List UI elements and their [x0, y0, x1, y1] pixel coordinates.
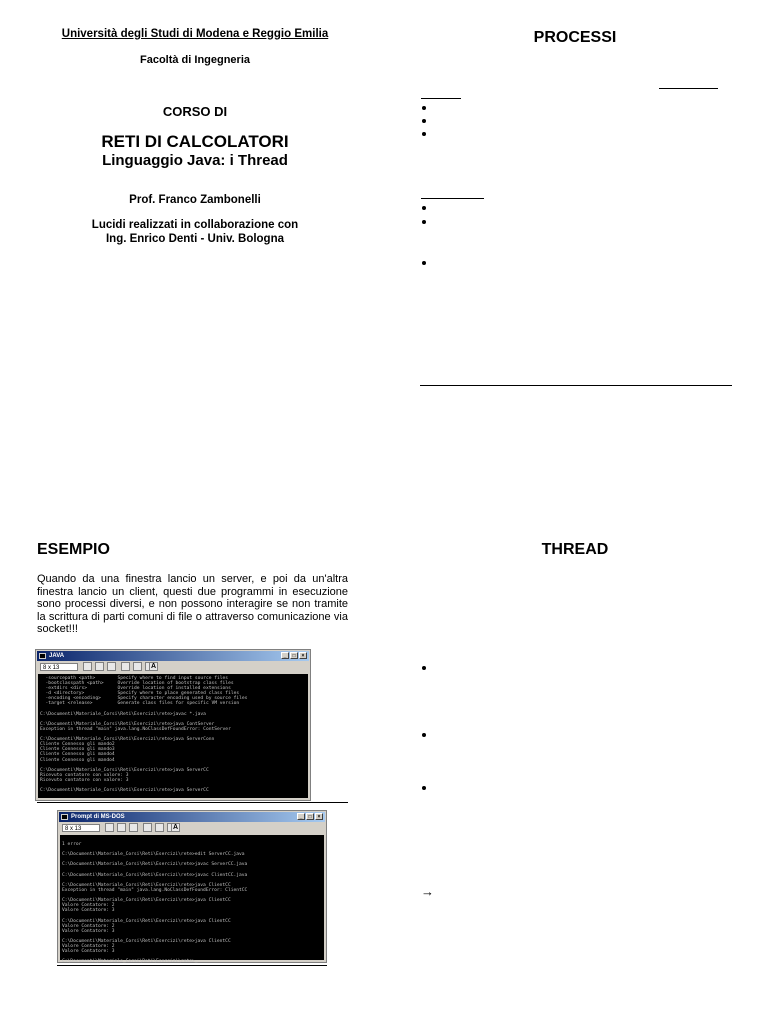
console-line: C:\Documenti\Materiale_Corsi\Reti\Esercizi\rete>java ServerConn: [40, 737, 215, 743]
example-paragraph: Quando da una finestra lancio un server, e poi da un'altra finestra lancio un client, questi due programmi in esecuzione sono processi diversi, e non possono interagire se non tramite la scrittura di parti comuni di file o attraverso comunicazione via socket!!!: [37, 573, 348, 635]
paste-icon[interactable]: [129, 823, 138, 832]
credits-line-1: Lucidi realizzati in collaborazione con: [91, 219, 299, 231]
course-subtitle: Linguaggio Java: i Thread: [102, 152, 288, 169]
bullet-point: [422, 733, 426, 737]
bullet-point: [422, 106, 426, 110]
bullet-point: [422, 206, 426, 210]
maximize-button[interactable]: □: [290, 652, 298, 659]
console-line: C:\Documenti\Materiale_Corsi\Reti\Esercizi\rete>java ClientCC: [62, 918, 231, 924]
fullscreen-icon[interactable]: [143, 823, 152, 832]
properties-icon[interactable]: [133, 662, 142, 671]
console-line: Exception in thread "main" java.lang.NoClassDefFoundError: ContServer: [40, 726, 231, 732]
slide-title-thread: THREAD: [541, 541, 609, 558]
console-line: -encoding <encoding> Specify character encoding used by source files: [40, 696, 248, 702]
console-line: Valore Contatore: 3: [62, 949, 115, 955]
slide-title-processi: PROCESSI: [533, 29, 617, 46]
console-line: Exception in thread "main" java.lang.NoClassDefFoundError: ClientCC: [62, 887, 248, 893]
console-line: Cliente Connesso gli mando3: [40, 747, 115, 753]
console-line: Valore Contatore: 3: [62, 928, 115, 934]
window-title: Prompt di MS-DOS: [71, 814, 125, 820]
university-name: Università degli Studi di Modena e Reggio Emilia: [61, 28, 329, 40]
console-line: C:\Documenti\Materiale_Corsi\Reti\Esercizi\rete>edit ServerCC.java: [62, 852, 245, 858]
bullet-point: [422, 786, 426, 790]
console-line: C:\Documenti\Materiale_Corsi\Reti\Esercizi\rete>java ServerCC: [40, 767, 209, 773]
window-title: JAVA: [49, 653, 65, 659]
slide-title-esempio: ESEMPIO: [37, 541, 110, 558]
console-line: C:\Documenti\Materiale_Corsi\Reti\Esercizi\rete>java ServerCC: [40, 788, 209, 794]
console-line: C:\Documenti\Materiale_Corsi\Reti\Esercizi\rete>javac *.java: [40, 711, 206, 717]
window-toolbar: [59, 822, 325, 834]
bullet-point: [422, 132, 426, 136]
arrow-icon: →: [421, 884, 434, 899]
console-output: [38, 674, 308, 798]
underline-fragment: [421, 198, 484, 199]
msdos-console-window: [57, 810, 327, 963]
bullet-point: [422, 666, 426, 670]
console-line: C:\Documenti\Materiale_Corsi\Reti\Esercizi\rete>javac ServerCC.java: [62, 862, 248, 868]
font-size-select[interactable]: 8 x 13: [62, 824, 100, 832]
professor-name: Prof. Franco Zambonelli: [129, 194, 261, 206]
bullet-point: [422, 261, 426, 265]
slide-divider: [57, 965, 327, 966]
properties-icon[interactable]: [155, 823, 164, 832]
close-button[interactable]: ×: [315, 813, 323, 820]
console-line: -d <directory> Specify where to place generated class files: [40, 691, 240, 697]
console-line: C:\Documenti\Materiale_Corsi\Reti\Esercizi\rete>java ClientCC: [62, 882, 231, 888]
console-line: Valore Contatore: 2: [62, 943, 115, 949]
console-line: Ricevuto contatore con valore: 3: [40, 777, 129, 783]
course-title: RETI DI CALCOLATORI: [101, 132, 289, 151]
font-icon[interactable]: A: [150, 663, 157, 670]
console-line: Cliente Connesso gli mando2: [40, 742, 115, 748]
bullet-point: [422, 220, 426, 224]
font-size-select[interactable]: 8 x 13: [40, 663, 78, 671]
console-line: -sourcepath <path> Specify where to find input source files: [40, 676, 229, 681]
console-line: Ricevuto contatore con valore: 3: [40, 772, 129, 778]
window-titlebar: [59, 812, 325, 822]
console-line: -target <release> Generate class files for specific VM version: [40, 701, 240, 707]
console-line: 1 error: [62, 842, 82, 848]
console-line: C:\Documenti\Materiale_Corsi\Reti\Esercizi\rete>java ClientCC: [62, 938, 231, 944]
minimize-button[interactable]: _: [297, 813, 305, 820]
window-titlebar: [37, 651, 309, 661]
paste-icon[interactable]: [107, 662, 116, 671]
console-line: C:\Documenti\Materiale_Corsi\Reti\Esercizi\rete>java ClientCC: [62, 898, 231, 904]
underline-fragment: [421, 98, 461, 99]
console-icon: [61, 814, 68, 820]
console-line: Cliente Connesso gli mando4: [40, 752, 115, 758]
console-output: [60, 835, 324, 965]
console-line: -bootclasspath <path> Override location of bootstrap class files: [40, 681, 234, 687]
console-line: -extdirs <dirs> Override location of installed extensions: [40, 686, 231, 692]
console-line: C:\Documenti\Materiale_Corsi\Reti\Esercizi\rete>_: [62, 959, 198, 965]
console-line: C:\Documenti\Materiale_Corsi\Reti\Esercizi\rete>javac ClientCC.java: [62, 872, 248, 878]
window-toolbar: [37, 661, 309, 673]
copy-icon[interactable]: [95, 662, 104, 671]
credits-line-2: Ing. Enrico Denti - Univ. Bologna: [105, 233, 285, 245]
console-icon: [39, 653, 46, 659]
slide-divider: [420, 385, 732, 386]
console-line: C:\Documenti\Materiale_Corsi\Reti\Esercizi\rete>java ContServer: [40, 721, 215, 727]
console-line: Valore Contatore: 3: [62, 908, 115, 914]
minimize-button[interactable]: _: [281, 652, 289, 659]
maximize-button[interactable]: □: [306, 813, 314, 820]
faculty-name: Facoltà di Ingegneria: [139, 54, 251, 66]
bullet-point: [422, 119, 426, 123]
close-button[interactable]: ×: [299, 652, 307, 659]
console-line: Valore Contatore: 2: [62, 903, 115, 909]
mark-icon[interactable]: [83, 662, 92, 671]
console-line: Valore Contatore: 2: [62, 923, 115, 929]
copy-icon[interactable]: [117, 823, 126, 832]
slide-divider: [37, 802, 348, 803]
course-label: CORSO DI: [162, 104, 228, 119]
fullscreen-icon[interactable]: [121, 662, 130, 671]
mark-icon[interactable]: [105, 823, 114, 832]
java-console-window: [35, 649, 311, 801]
console-line: Cliente Connesso gli mando4: [40, 757, 115, 763]
font-icon[interactable]: A: [172, 824, 179, 831]
underline-fragment: [659, 88, 718, 89]
